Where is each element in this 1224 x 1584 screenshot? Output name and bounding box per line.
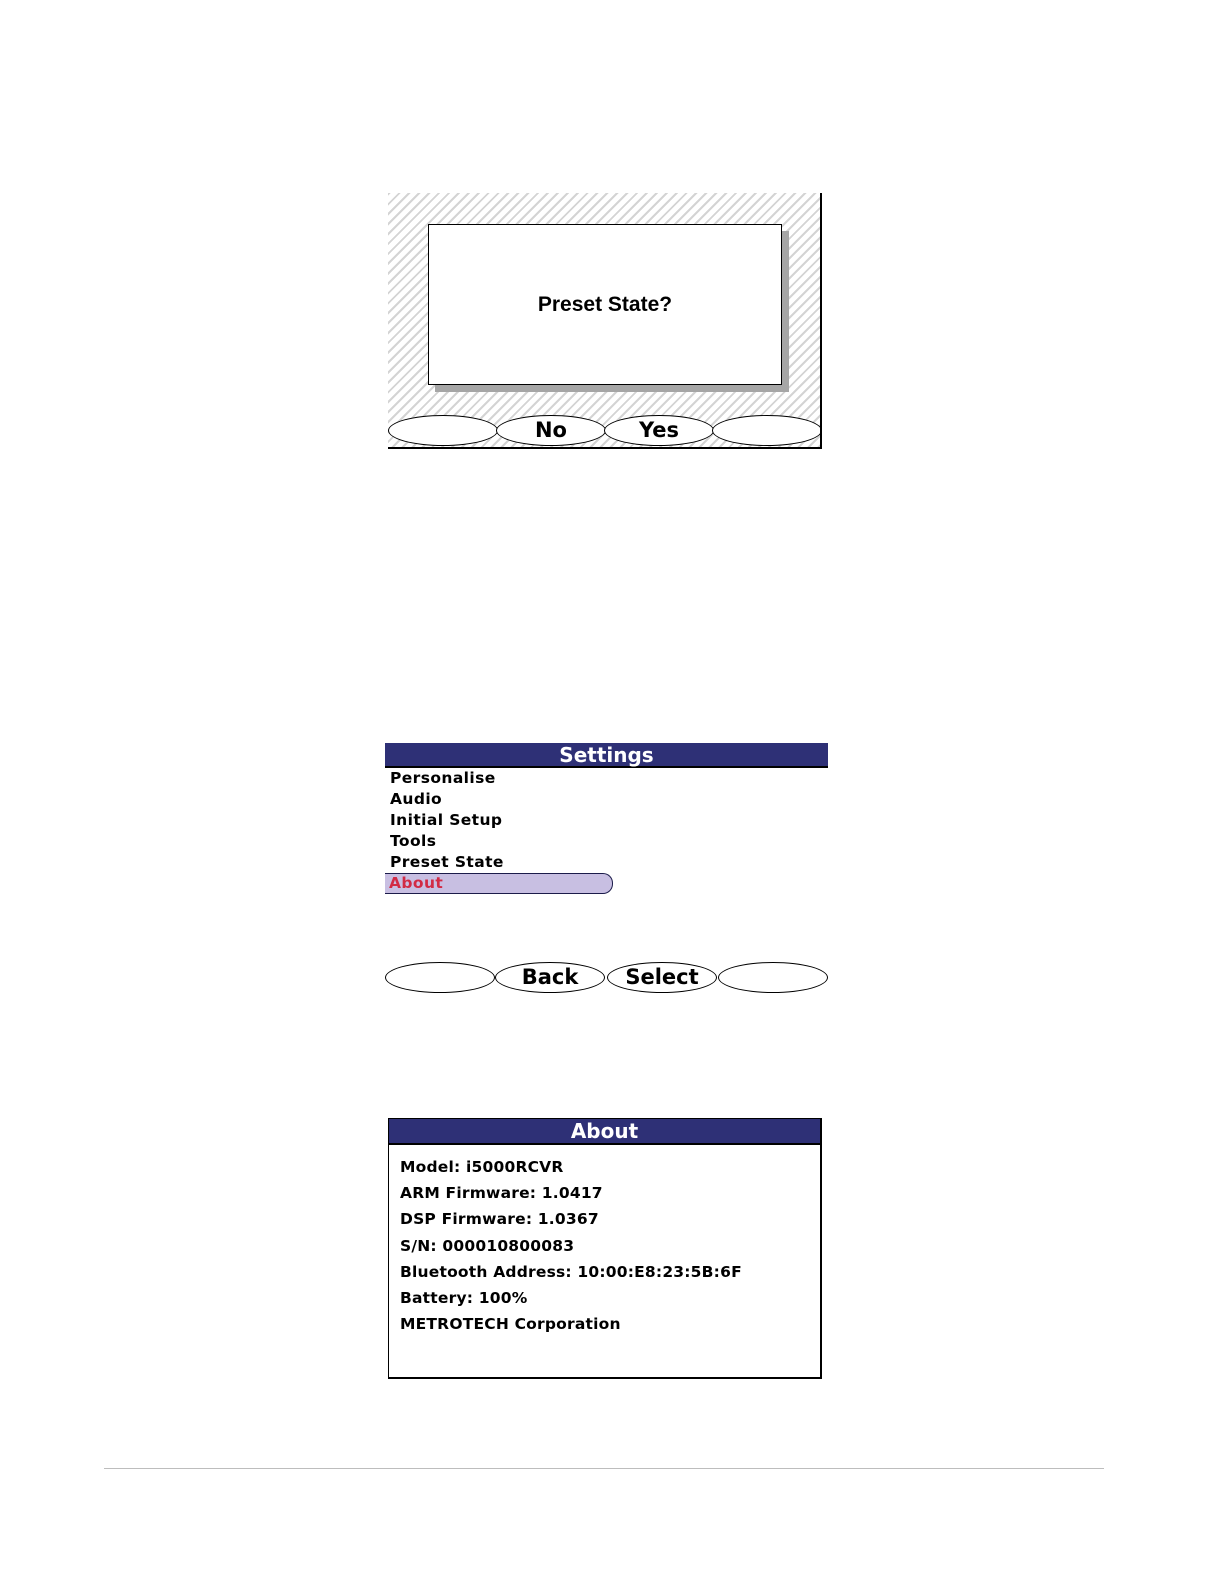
back-button[interactable]: Back — [495, 962, 605, 993]
menu-item-tools[interactable]: Tools — [390, 832, 437, 850]
model-info: Model: i5000RCVR — [400, 1158, 564, 1176]
about-screen — [388, 1118, 822, 1379]
softkey-bar — [388, 413, 820, 447]
preset-state-dialog — [428, 224, 782, 385]
screen-title: About — [389, 1119, 820, 1145]
softkey-1[interactable] — [385, 962, 495, 993]
menu-item-initial-setup[interactable]: Initial Setup — [390, 811, 503, 829]
dialog-message: Preset State? — [537, 292, 673, 316]
battery-info: Battery: 100% — [400, 1288, 528, 1307]
menu-item-preset-state[interactable]: Preset State — [390, 853, 504, 871]
dsp-firmware-info: DSP Firmware: 1.0367 — [400, 1210, 599, 1229]
screen-title: Settings — [385, 743, 828, 768]
about-info-list — [400, 1154, 742, 1337]
preset-state-screen — [388, 193, 822, 449]
softkey-1[interactable] — [388, 415, 498, 446]
settings-screen — [385, 743, 828, 994]
no-button[interactable]: No — [496, 415, 606, 446]
softkey-4[interactable] — [712, 415, 822, 446]
bluetooth-address-info: Bluetooth Address: 10:00:E8:23:5B:6F — [400, 1262, 742, 1281]
settings-menu — [385, 768, 828, 894]
page-footer-divider — [104, 1468, 1104, 1469]
select-button[interactable]: Select — [607, 962, 717, 993]
softkey-4[interactable] — [718, 962, 828, 993]
serial-number-info: S/N: 000010800083 — [400, 1236, 575, 1255]
softkey-bar — [385, 962, 828, 994]
yes-button[interactable]: Yes — [604, 415, 714, 446]
menu-item-about[interactable]: About — [385, 873, 613, 894]
arm-firmware-info: ARM Firmware: 1.0417 — [400, 1184, 603, 1203]
company-info: METROTECH Corporation — [400, 1315, 621, 1334]
menu-item-personalise[interactable]: Personalise — [390, 769, 496, 787]
menu-item-audio[interactable]: Audio — [390, 790, 443, 808]
